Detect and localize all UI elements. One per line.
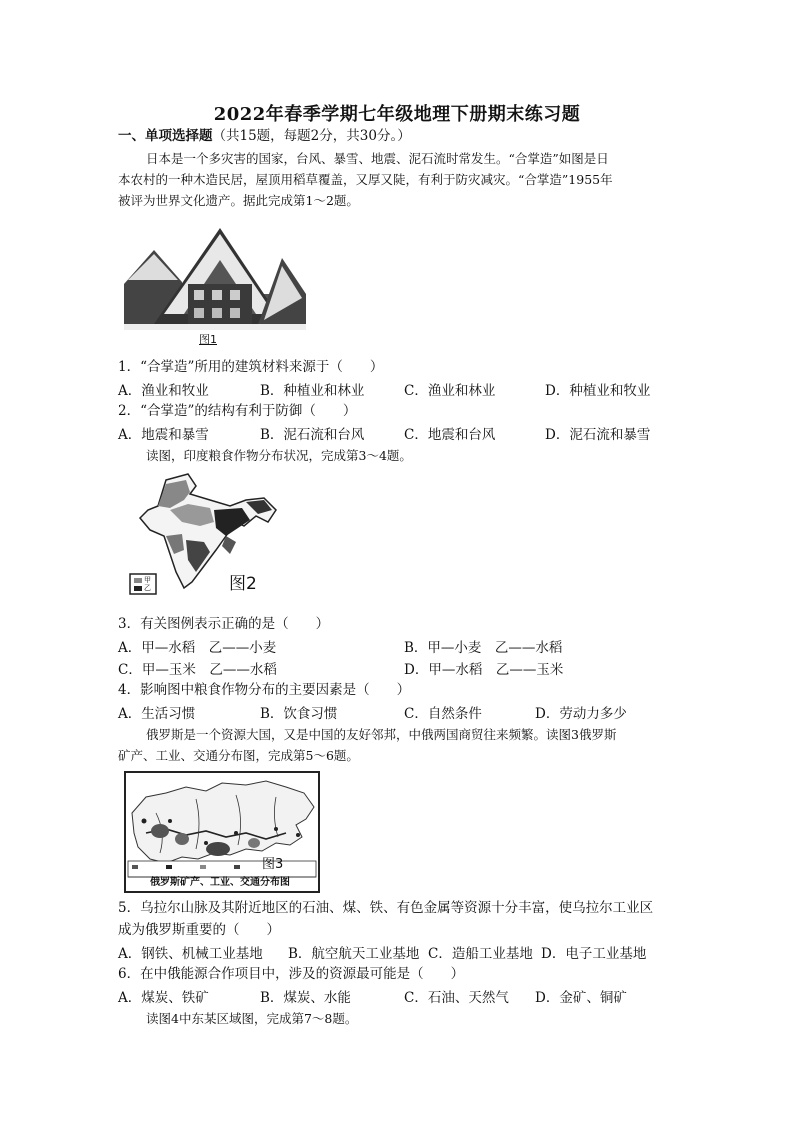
question-1-option-a: A．渔业和牧业 [118,383,209,399]
question-3-stem: 3．有关图例表示正确的是（ ） [118,616,330,632]
question-5-stem-line-1: 5．乌拉尔山脉及其附近地区的石油、煤、铁、有色金属等资源十分丰富，使乌拉尔工业区 [118,900,654,916]
question-5-option-b: B．航空航天工业基地 [288,946,420,962]
section-1-header [118,126,411,146]
passage-3-line-1: 俄罗斯是一个资源大国，又是中国的友好邻邦，中俄两国商贸往来频繁。读图3俄罗斯 [146,727,617,742]
question-1-stem: 1．“合掌造”所用的建筑材料来源于（ ） [118,359,384,375]
figure-3-map [124,771,320,893]
question-6-option-b: B．煤炭、水能 [260,990,351,1006]
question-6-option-a: A．煤炭、铁矿 [118,990,209,1006]
passage-1-line-1: 日本是一个多灾害的国家，台风、暴雪、地震、泥石流时常发生。“合掌造”如图是日 [146,151,609,166]
passage-4: 读图4中东某区域图，完成第7～8题。 [146,1011,358,1026]
exam-title: 2022年春季学期七年级地理下册期末练习题 [213,104,581,125]
question-4-option-a: A．生活习惯 [118,706,196,722]
passage-2: 读图，印度粮食作物分布状况，完成第3～4题。 [146,448,412,463]
passage-1-line-2: 本农村的一种木造民居，屋顶用稻草覆盖，又厚又陡，有利于防灾减灾。“合掌造”1955年 [118,172,613,187]
question-3-option-c: C．甲—玉米 乙——水稻 [118,662,277,678]
question-2-option-b: B．泥石流和台风 [260,427,365,443]
figure-2-legend-2: 乙 [144,584,151,592]
question-3-option-a: A．甲—水稻 乙——小麦 [118,640,277,656]
question-4-stem: 4．影响图中粮食作物分布的主要因素是（ ） [118,682,411,698]
passage-1-line-3: 被评为世界文化遗产。据此完成第1～2题。 [118,193,359,208]
section-1-heading: 一、单项选择题 [118,128,213,144]
question-2-option-d: D．泥石流和暴雪 [545,427,651,443]
question-5-stem-line-2: 成为俄罗斯重要的（ ） [118,922,280,938]
question-5-option-c: C．造船工业基地 [428,946,533,962]
figure-2-legend-1: 甲 [144,576,151,584]
section-1-note: （共15题，每题2分，共30分。） [212,128,411,144]
question-2-option-a: A．地震和暴雪 [118,427,209,443]
passage-3-line-2: 矿产、工业、交通分布图，完成第5～6题。 [118,748,359,763]
question-4-option-c: C．自然条件 [404,706,482,722]
figure-3-label: 图3 [262,857,284,872]
figure-2-label: 图2 [229,574,257,594]
russia-resource-map [126,773,318,891]
question-1-option-c: C．渔业和林业 [404,383,496,399]
question-6-stem: 6．在中俄能源合作项目中，涉及的资源最可能是（ ） [118,966,465,982]
question-5-option-d: D．电子工业基地 [541,946,647,962]
question-4-option-d: D．劳动力多少 [535,706,627,722]
question-3-option-d: D．甲—水稻 乙——玉米 [404,662,564,678]
figure-1-label: 图1 [199,333,217,346]
question-5-option-a: A．钢铁、机械工业基地 [118,946,263,962]
question-1-option-d: D．种植业和牧业 [545,383,651,399]
question-2-stem: 2．“合掌造”的结构有利于防御（ ） [118,403,357,419]
question-3-option-b: B．甲—小麦 乙——水稻 [404,640,563,656]
question-6-option-c: C．石油、天然气 [404,990,509,1006]
question-1-option-b: B．种植业和林业 [260,383,365,399]
question-2-option-c: C．地震和台风 [404,427,496,443]
figure-3-caption: 俄罗斯矿产、工业、交通分布图 [150,877,290,888]
question-4-option-b: B．饮食习惯 [260,706,338,722]
question-6-option-d: D．金矿、铜矿 [535,990,627,1006]
